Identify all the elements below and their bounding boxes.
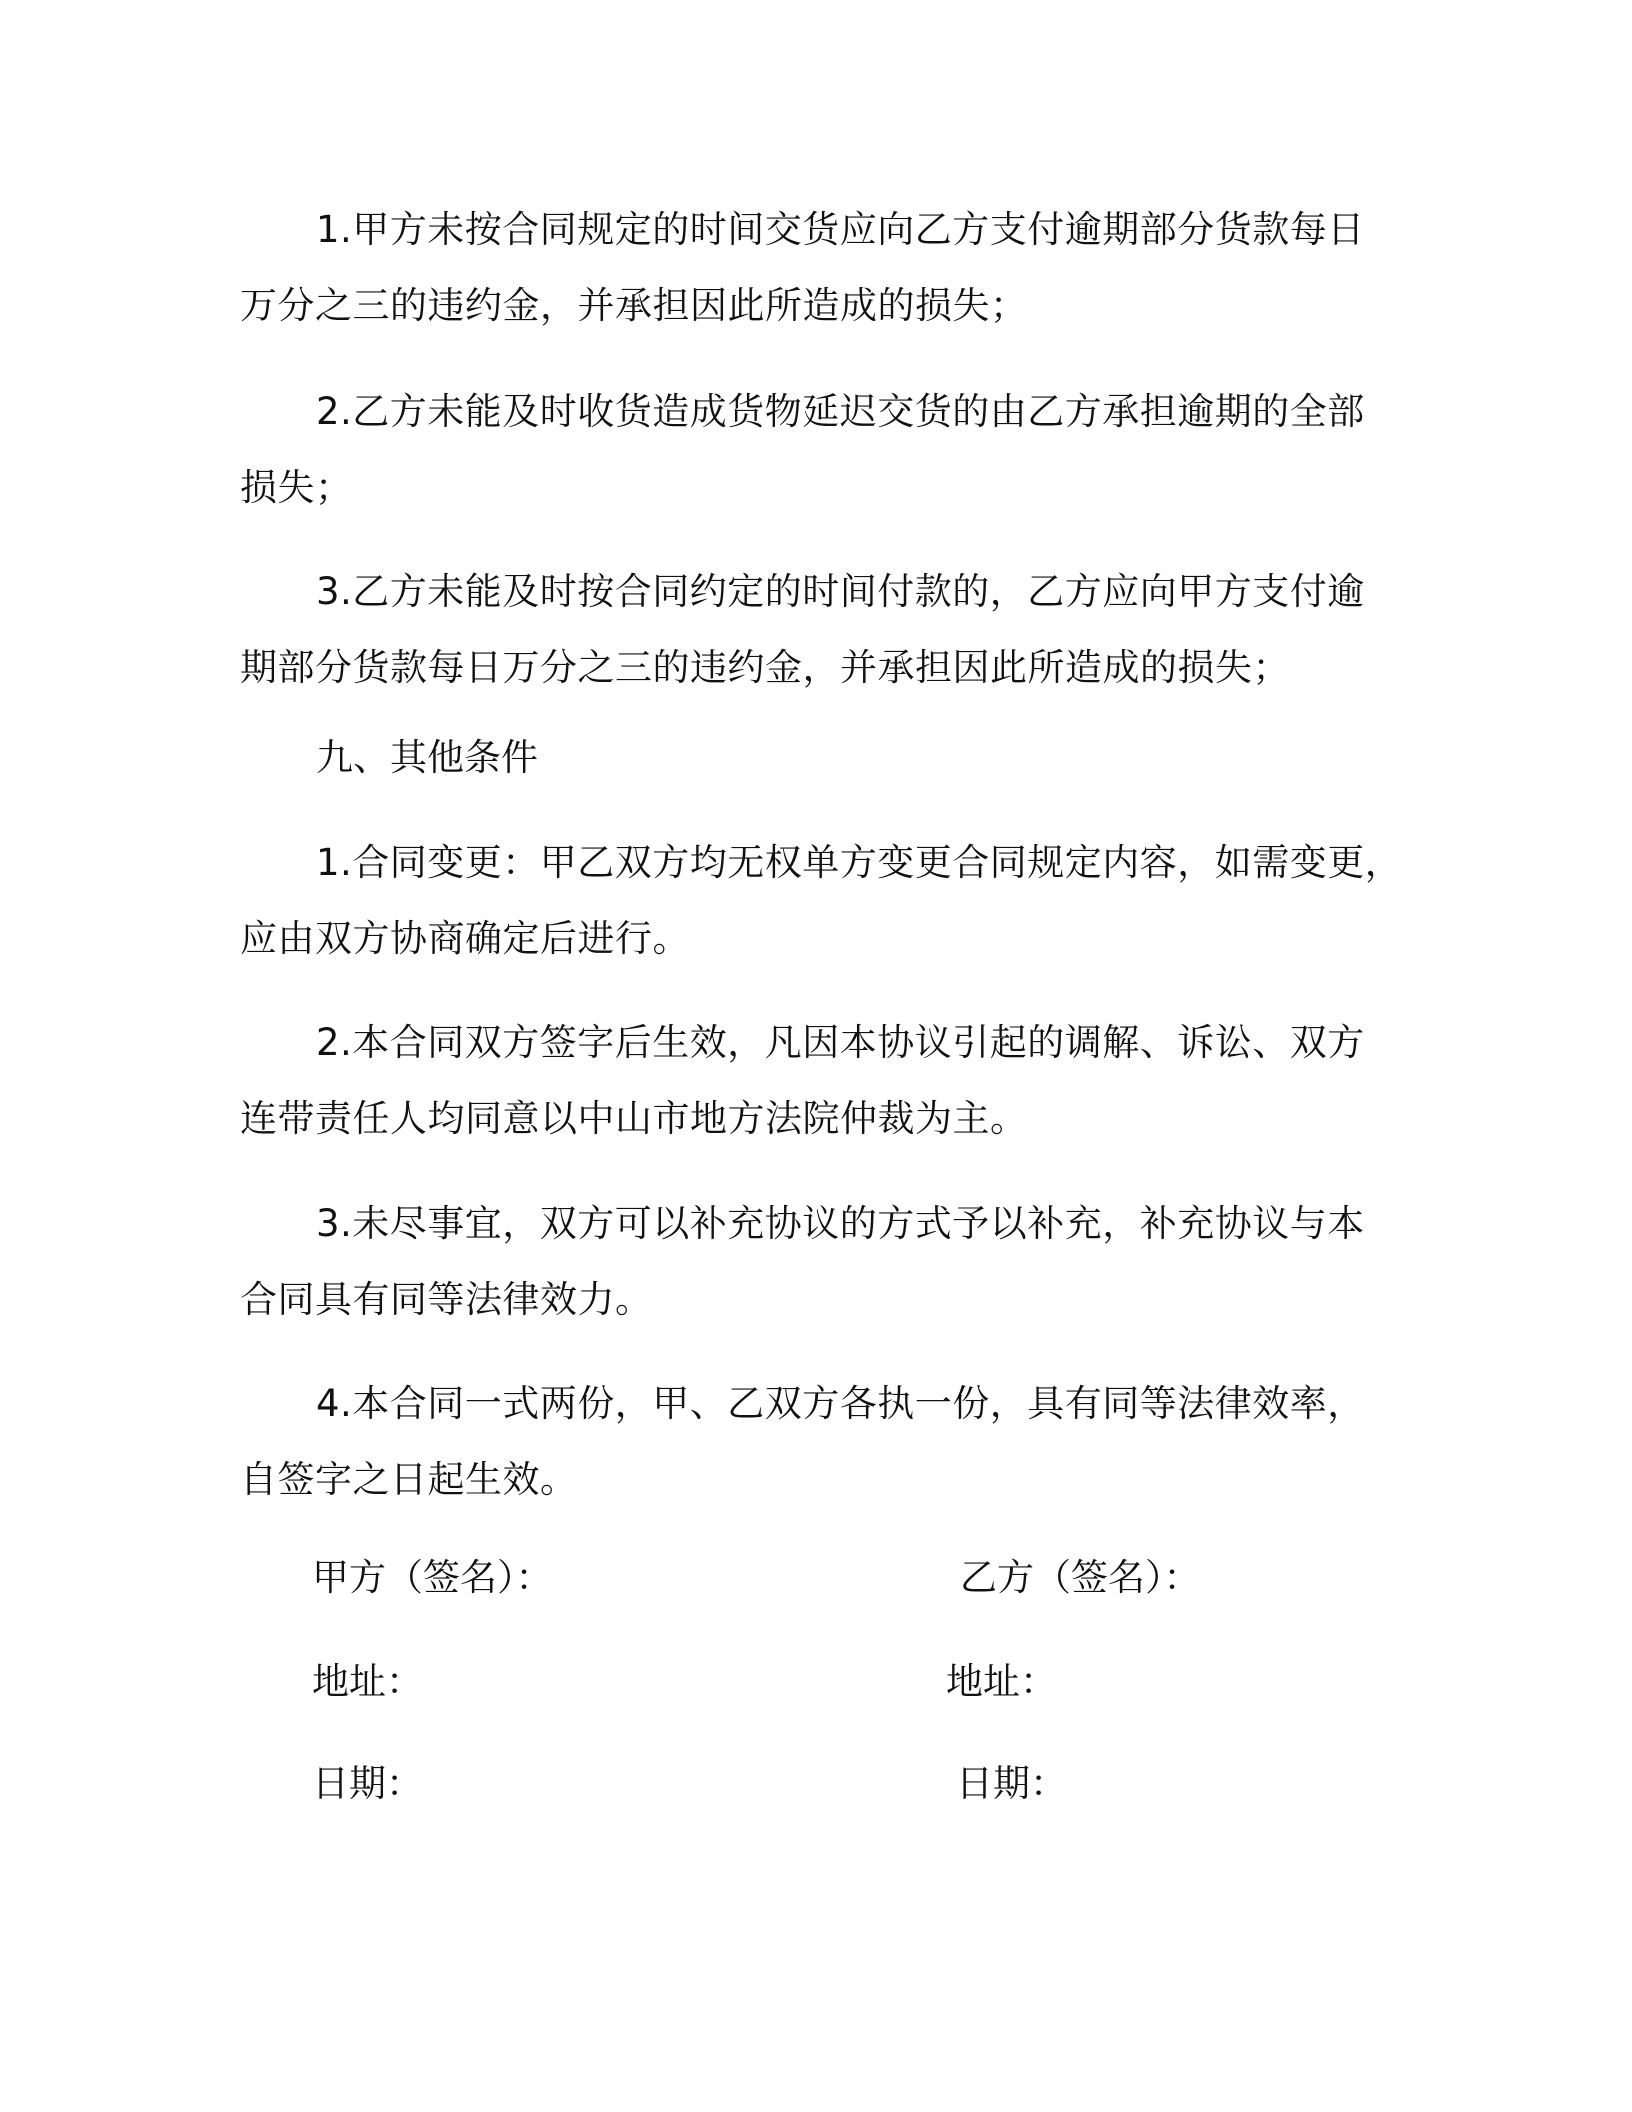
party-b-signature-label: 乙方（签名）：	[960, 1556, 1201, 1599]
clause-line: 期部分货款每日万分之三的违约金，并承担因此所造成的损失；	[240, 646, 1290, 689]
party-a-date-label: 日期：	[312, 1762, 423, 1805]
other-term-3	[240, 1186, 1370, 1338]
term-line: 连带责任人均同意以中山市地方法院仲裁为主。	[240, 1097, 1028, 1140]
other-term-2	[240, 1005, 1370, 1157]
term-line: 2.本合同双方签字后生效，凡因本协议引起的调解、诉讼、双方	[316, 1021, 1365, 1064]
clause-line: 3.乙方未能及时按合同约定的时间付款的，乙方应向甲方支付逾	[316, 570, 1365, 613]
term-line: 自签字之日起生效。	[240, 1458, 578, 1501]
penalty-clause-3	[240, 554, 1370, 706]
other-term-1	[240, 825, 1403, 977]
party-b-date-label: 日期：	[956, 1762, 1067, 1805]
term-line: 3.未尽事宜，双方可以补充协议的方式予以补充，补充协议与本	[316, 1202, 1365, 1245]
term-line: 应由双方协商确定后进行。	[240, 917, 690, 960]
penalty-clause-2	[240, 374, 1370, 526]
party-a-address-label: 地址：	[312, 1660, 423, 1703]
clause-line: 损失；	[240, 466, 353, 509]
term-line: 4.本合同一式两份，甲、乙双方各执一份，具有同等法律效率，	[316, 1382, 1365, 1425]
clause-line: 1.甲方未按合同规定的时间交货应向乙方支付逾期部分货款每日	[316, 208, 1365, 251]
party-b-address-label: 地址：	[946, 1660, 1057, 1703]
term-line: 合同具有同等法律效力。	[240, 1278, 653, 1321]
penalty-clause-1	[240, 192, 1370, 344]
term-line: 1.合同变更：甲乙双方均无权单方变更合同规定内容，如需变更，	[316, 841, 1403, 884]
other-term-4	[240, 1366, 1370, 1518]
section-heading-other-terms: 九、其他条件	[316, 736, 538, 779]
clause-line: 万分之三的违约金，并承担因此所造成的损失；	[240, 284, 1028, 327]
clause-line: 2.乙方未能及时收货造成货物延迟交货的由乙方承担逾期的全部	[316, 390, 1365, 433]
party-a-signature-label: 甲方（签名）：	[312, 1556, 553, 1599]
